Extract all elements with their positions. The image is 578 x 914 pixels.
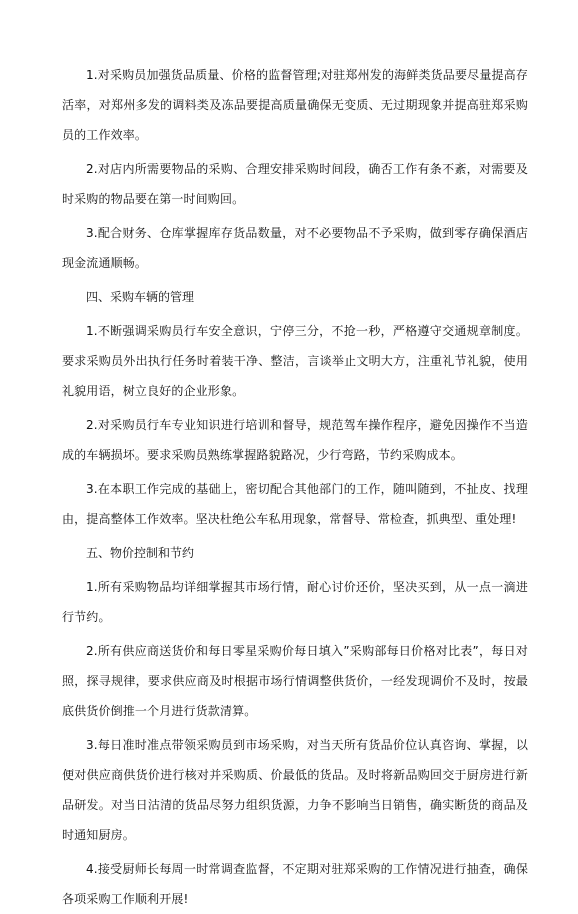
paragraph-price-comparison: 2.所有供应商送货价和每日零星采购价每日填入”采购部每日价格对比表”，每日对照，探寻规律，要求供应商及时根据市场行情调整供货价，一经发现调价不及时，按最底供货价倒推一个月进行货款清算。 bbox=[62, 644, 528, 718]
section-heading-vehicles: 四、采购车辆的管理 bbox=[86, 290, 195, 304]
paragraph-cooperation: 3.在本职工作完成的基础上，密切配合其他部门的工作，随叫随到，不扯皮、找理由，提高整体工作效率。坚决杜绝公车私用现象，常督导、常检查，抓典型、重处理! bbox=[62, 482, 528, 526]
paragraph-driver-training: 2.对采购员行车专业知识进行培训和督导，规范驾车操作程序，避免因操作不当造成的车辆损坏。要求采购员熟练掌握路貌路况，少行弯路，节约采购成本。 bbox=[62, 418, 528, 462]
paragraph-purchaser-quality: 1.对采购员加强货品质量、价格的监督管理;对驻郑州发的海鲜类货品要尽量提高存活率，对郑州多发的调料类及冻品要提高质量确保无变质、无过期现象并提高驻郑采购员的工作效率。 bbox=[62, 68, 528, 142]
section-heading-price-control: 五、物价控制和节约 bbox=[86, 546, 195, 560]
paragraph-market-prices: 1.所有采购物品均详细掌握其市场行情，耐心讨价还价，坚决买到，从一点一滴进行节约。 bbox=[62, 580, 528, 624]
paragraph-daily-market: 3.每日准时准点带领采购员到市场采购，对当天所有货品价位认真咨询、掌握，以便对供应商供货价进行核对并采购质、价最低的货品。及时将新品购回交于厨房进行新品研发。对当日沽清的货品尽努力组织货源，力争不影响当日销售，确实断货的商品及时通知厨房。 bbox=[62, 738, 528, 842]
paragraph-store-purchasing: 2.对店内所需要物品的采购、合理安排采购时间段，确否工作有条不紊，对需要及时采购的物品要在第一时间购回。 bbox=[62, 162, 528, 206]
paragraph-driving-safety: 1.不断强调采购员行车安全意识，宁停三分，不抢一秒，严格遵守交通规章制度。要求采购员外出执行任务时着装干净、整洁，言谈举止文明大方，注重礼节礼貌，使用礼貌用语，树立良好的企业形象。 bbox=[62, 324, 528, 398]
paragraph-supervision: 4.接受厨师长每周一时常调查监督，不定期对驻郑采购的工作情况进行抽查，确保各项采购工作顺利开展! bbox=[62, 862, 528, 906]
paragraph-inventory: 3.配合财务、仓库掌握库存货品数量，对不必要物品不予采购，做到零存确保酒店现金流通顺畅。 bbox=[62, 226, 528, 270]
